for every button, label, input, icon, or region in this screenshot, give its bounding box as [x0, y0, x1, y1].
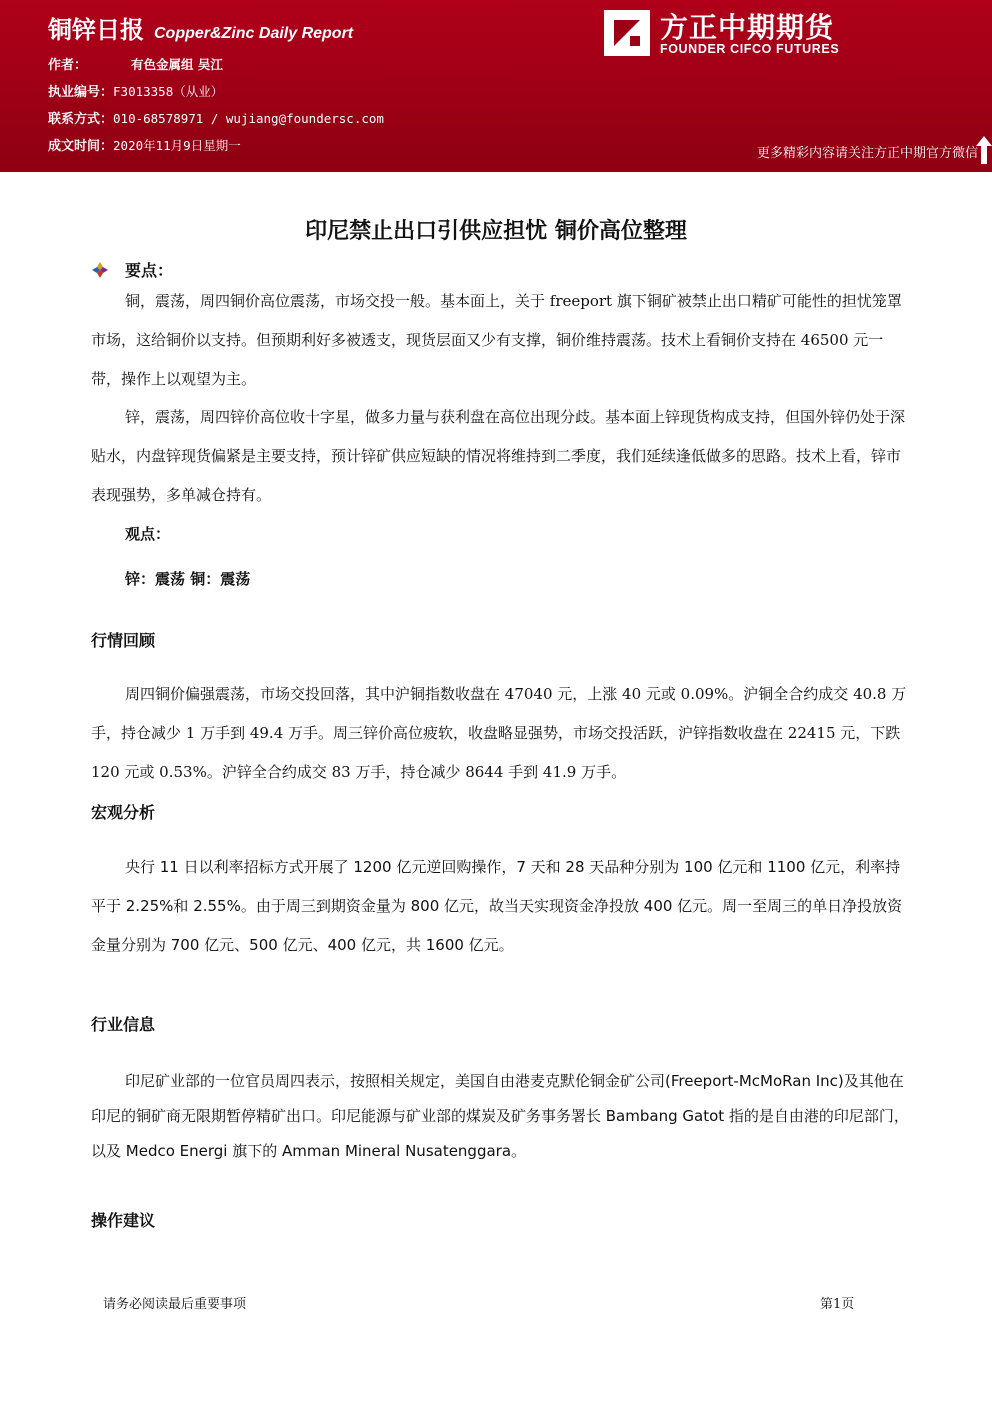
- author-info: [48, 52, 384, 160]
- logo-text-en: FOUNDER CIFCO FUTURES: [660, 42, 840, 56]
- section-title-industry: 行业信息: [91, 1015, 156, 1034]
- license-label: 执业编号：: [48, 85, 114, 100]
- date-row: [48, 133, 384, 160]
- bullet-icon: [92, 262, 108, 278]
- report-title-bar: [48, 10, 353, 45]
- author-value: 有色金属组 吴江: [131, 57, 223, 72]
- document-title: 印尼禁止出口引供应担忧 铜价高位整理: [305, 219, 687, 244]
- view-summary: 锌：震荡 铜：震荡: [125, 570, 251, 588]
- founder-logo-icon: [604, 10, 650, 56]
- market-review-paragraph: 周四铜价偏强震荡，市场交投回落，其中沪铜指数收盘在 47040 元，上涨 40 元或 0.09%。沪铜全合约成交 40.8 万手，持仓减少 1 万手到 49.4 万手。周三锌价高位疲软，收盘略显强势，市场交投活跃，沪锌指数收盘在 22415 元，下跌 120 元或 0.53%。沪锌全合约成交 83 万手，持仓减少 8644 手到 41.9 万手。: [91, 685, 907, 781]
- key-points-title: 要点：: [125, 261, 174, 280]
- report-name-en: Copper&Zinc Daily Report: [154, 25, 354, 42]
- contact-value: 010-68578971 / wujiang@foundersc.com: [113, 111, 384, 126]
- company-logo: [604, 8, 864, 60]
- footer-notice: 请务必阅读最后重要事项: [103, 1297, 247, 1312]
- copper-paragraph: 铜，震荡，周四铜价高位震荡，市场交投一般。基本面上，关于 freeport 旗下铜矿被禁止出口精矿可能性的担忧笼罩市场，这给铜价以支持。但预期利好多被透支，现货层面又少有支撑，铜价维持震荡。技术上看铜价支持在 46500 元一带，操作上以观望为主。: [91, 292, 902, 388]
- section-title-market-review: 行情回顾: [91, 631, 156, 650]
- author-row: [48, 52, 384, 79]
- view-label: 观点：: [125, 525, 171, 543]
- industry-paragraph: 印尼矿业部的一位官员周四表示，按照相关规定，美国自由港麦克默伦铜金矿公司(Freeport-McMoRan Inc)及其他在印尼的铜矿商无限期暂停精矿出口。印尼能源与矿业部的煤炭及矿务事务署长 Bambang Gatot 指的是自由港的印尼部门，以及 Medco Energi 旗下的 Amman Mineral Nusatenggara。: [91, 1072, 909, 1160]
- contact-label: 联系方式：: [48, 112, 114, 127]
- zinc-paragraph: 锌，震荡，周四锌价高位收十字星，做多力量与获利盘在高位出现分歧。基本面上锌现货构成支持，但国外锌仍处于深贴水，内盘锌现货偏紧是主要支持，预计锌矿供应短缺的情况将维持到二季度，我们延续逢低做多的思路。技术上看，锌市表现强势，多单减仓持有。: [91, 408, 906, 504]
- date-label: 成文时间：: [48, 139, 114, 154]
- contact-row: [48, 106, 384, 133]
- report-header: [0, 0, 992, 172]
- section-title-macro: 宏观分析: [91, 803, 156, 822]
- follow-wechat-text: 更多精彩内容请关注方正中期官方微信: [756, 146, 978, 161]
- author-label: 作者：: [48, 58, 88, 73]
- up-arrow-icon: [976, 136, 992, 164]
- report-name-cn: 铜锌日报: [48, 16, 144, 44]
- section-title-advice: 操作建议: [91, 1211, 156, 1230]
- license-value: F3013358（从业）: [113, 84, 224, 99]
- page-number: 第1页: [820, 1297, 855, 1312]
- macro-paragraph: 央行 11 日以利率招标方式开展了 1200 亿元逆回购操作，7 天和 28 天品种分别为 100 亿元和 1100 亿元，利率持平于 2.25%和 2.55%。由于周三到期资金量为 800 亿元，故当天实现资金净投放 400 亿元。周一至周三的单日净投放资金量分别为 700 亿元、500 亿元、400 亿元，共 1600 亿元。: [91, 858, 903, 954]
- license-row: [48, 79, 384, 106]
- date-value: 2020年11月9日星期一: [113, 138, 241, 153]
- logo-text-cn: 方正中期期货: [660, 11, 835, 44]
